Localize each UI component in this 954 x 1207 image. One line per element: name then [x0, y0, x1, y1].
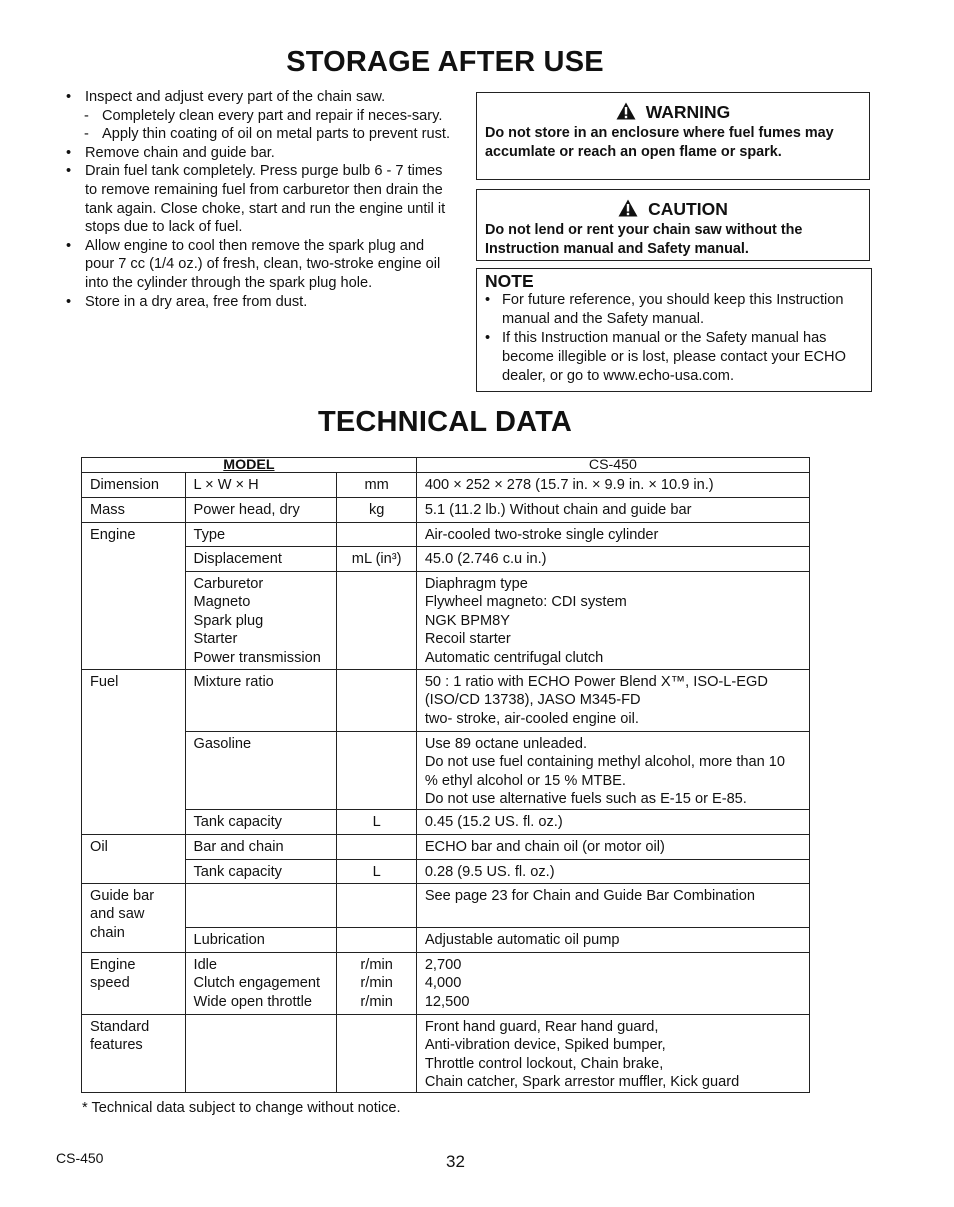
- list-item: • Allow engine to cool then remove the spark plug and pour 7 cc (1/4 oz.) of fresh, clean, two-stroke engine oil into the cylinder through the spark plug hole.: [66, 237, 441, 291]
- table-row: [82, 810, 810, 835]
- unit-cell: [337, 928, 416, 953]
- value-cell: Use 89 octane unleaded. Do not use fuel containing methyl alcohol, more than 10 % ethyl alcohol or 15 % MTBE. Do not use alternative fuels such as E-15 or E-85.: [416, 732, 809, 810]
- table-header-row: [82, 458, 810, 473]
- table-row: [82, 860, 810, 884]
- technical-data-title: TECHNICAL DATA: [317, 406, 573, 438]
- unit-cell: mL (in³): [337, 547, 416, 572]
- model-value: CS-450: [416, 458, 809, 473]
- group-cell: Oil: [82, 835, 186, 884]
- unit-cell: [337, 884, 416, 928]
- item-cell: Mixture ratio: [185, 670, 337, 732]
- unit-cell: L: [337, 810, 416, 835]
- value-cell: 0.28 (9.5 US. fl. oz.): [416, 860, 809, 884]
- item-cell: Type: [185, 523, 337, 547]
- table-row: [82, 1015, 810, 1093]
- caution-heading: CAUTION: [648, 199, 728, 219]
- warning-text: Do not store in an enclosure where fuel fumes may accumlate or reach an open flame or spark.: [485, 125, 834, 160]
- list-item: • Remove chain and guide bar.: [66, 144, 275, 161]
- item-cell: L × W × H: [185, 473, 337, 498]
- unit-cell: r/min r/min r/min: [337, 953, 416, 1015]
- warning-triangle-icon: [616, 102, 636, 120]
- value-cell: 0.45 (15.2 US. fl. oz.): [416, 810, 809, 835]
- list-item: • Store in a dry area, free from dust.: [66, 293, 308, 310]
- list-item: • Inspect and adjust every part of the chain saw.: [66, 89, 386, 105]
- footnote: * Technical data subject to change without notice.: [82, 1100, 401, 1116]
- item-cell: Tank capacity: [185, 860, 337, 884]
- table-row: [82, 547, 810, 572]
- value-cell: Front hand guard, Rear hand guard, Anti-vibration device, Spiked bumper, Throttle control lockout, Chain brake, Chain catcher, Spark arrestor muffler, Kick guard: [416, 1015, 809, 1093]
- item-cell: Power head, dry: [185, 498, 337, 523]
- unit-cell: [337, 1015, 416, 1093]
- list-subitem: - Completely clean every part and repair if neces-sary.: [84, 107, 443, 124]
- item-cell: Idle Clutch engagement Wide open throttle: [185, 953, 337, 1015]
- table-row: [82, 928, 810, 953]
- item-cell: Carburetor Magneto Spark plug Starter Power transmission: [185, 572, 337, 670]
- table-row: [82, 523, 810, 547]
- note-item: • For future reference, you should keep this Instruction manual and the Safety manual.: [485, 292, 844, 327]
- item-cell: [185, 1015, 337, 1093]
- table-row: [82, 670, 810, 732]
- group-cell: Mass: [82, 498, 186, 523]
- list-subitem: - Apply thin coating of oil on metal parts to prevent rust.: [84, 126, 451, 143]
- unit-cell: L: [337, 860, 416, 884]
- item-cell: Displacement: [185, 547, 337, 572]
- footer-model: CS-450: [56, 1150, 104, 1166]
- table-row: [82, 953, 810, 1015]
- model-label-cell: [82, 458, 417, 473]
- storage-list: [66, 88, 454, 311]
- table-row: [82, 498, 810, 523]
- item-cell: Gasoline: [185, 732, 337, 810]
- unit-cell: [337, 523, 416, 547]
- value-cell: ECHO bar and chain oil (or motor oil): [416, 835, 809, 860]
- table-row: [82, 473, 810, 498]
- storage-title: STORAGE AFTER USE: [286, 46, 604, 78]
- unit-cell: [337, 732, 416, 810]
- group-cell: Dimension: [82, 473, 186, 498]
- unit-cell: [337, 670, 416, 732]
- caution-box: [476, 189, 870, 261]
- group-cell: Standard features: [82, 1015, 186, 1093]
- page-number: 32: [446, 1152, 465, 1171]
- unit-cell: kg: [337, 498, 416, 523]
- value-cell: 2,700 4,000 12,500: [416, 953, 809, 1015]
- unit-cell: [337, 835, 416, 860]
- item-cell: [185, 884, 337, 928]
- caution-triangle-icon: [618, 199, 638, 217]
- group-cell: Engine: [82, 523, 186, 670]
- group-cell: Engine speed: [82, 953, 186, 1015]
- value-cell: 400 × 252 × 278 (15.7 in. × 9.9 in. × 10.9 in.): [416, 473, 809, 498]
- table-row: [82, 835, 810, 860]
- model-label: MODEL: [223, 457, 275, 473]
- table-row: [82, 732, 810, 810]
- note-item: • If this Instruction manual or the Safety manual has become illegible or is lost, please contact your ECHO dealer, or go to www.echo-usa.com.: [485, 330, 846, 384]
- item-cell: Tank capacity: [185, 810, 337, 835]
- item-cell: Lubrication: [185, 928, 337, 953]
- value-cell: 5.1 (11.2 lb.) Without chain and guide bar: [416, 498, 809, 523]
- value-cell: See page 23 for Chain and Guide Bar Combination: [416, 884, 809, 928]
- unit-cell: [337, 572, 416, 670]
- warning-heading: WARNING: [645, 102, 731, 122]
- value-cell: Air-cooled two-stroke single cylinder: [416, 523, 809, 547]
- group-cell: Fuel: [82, 670, 186, 835]
- item-cell: Bar and chain: [185, 835, 337, 860]
- list-item: • Drain fuel tank completely. Press purge bulb 6 - 7 times to remove remaining fuel from carburetor then drain the tank again. Close choke, start and run the engine until it stops due to lack of fuel.: [66, 163, 446, 236]
- warning-box: [476, 92, 870, 180]
- table-row: [82, 572, 810, 670]
- value-cell: 50 : 1 ratio with ECHO Power Blend X™, ISO-L-EGD (ISO/CD 13738), JASO M345-FD two- stroke, air-cooled engine oil.: [416, 670, 809, 732]
- technical-data-table: [81, 457, 810, 1093]
- table-row: [82, 884, 810, 928]
- value-cell: 45.0 (2.746 c.u in.): [416, 547, 809, 572]
- caution-text: Do not lend or rent your chain saw without the Instruction manual and Safety manual.: [485, 222, 803, 257]
- group-cell: Guide bar and saw chain: [82, 884, 186, 953]
- value-cell: Adjustable automatic oil pump: [416, 928, 809, 953]
- note-box: [476, 268, 872, 392]
- note-heading: NOTE: [485, 271, 534, 291]
- unit-cell: mm: [337, 473, 416, 498]
- value-cell: Diaphragm type Flywheel magneto: CDI system NGK BPM8Y Recoil starter Automatic centrifugal clutch: [416, 572, 809, 670]
